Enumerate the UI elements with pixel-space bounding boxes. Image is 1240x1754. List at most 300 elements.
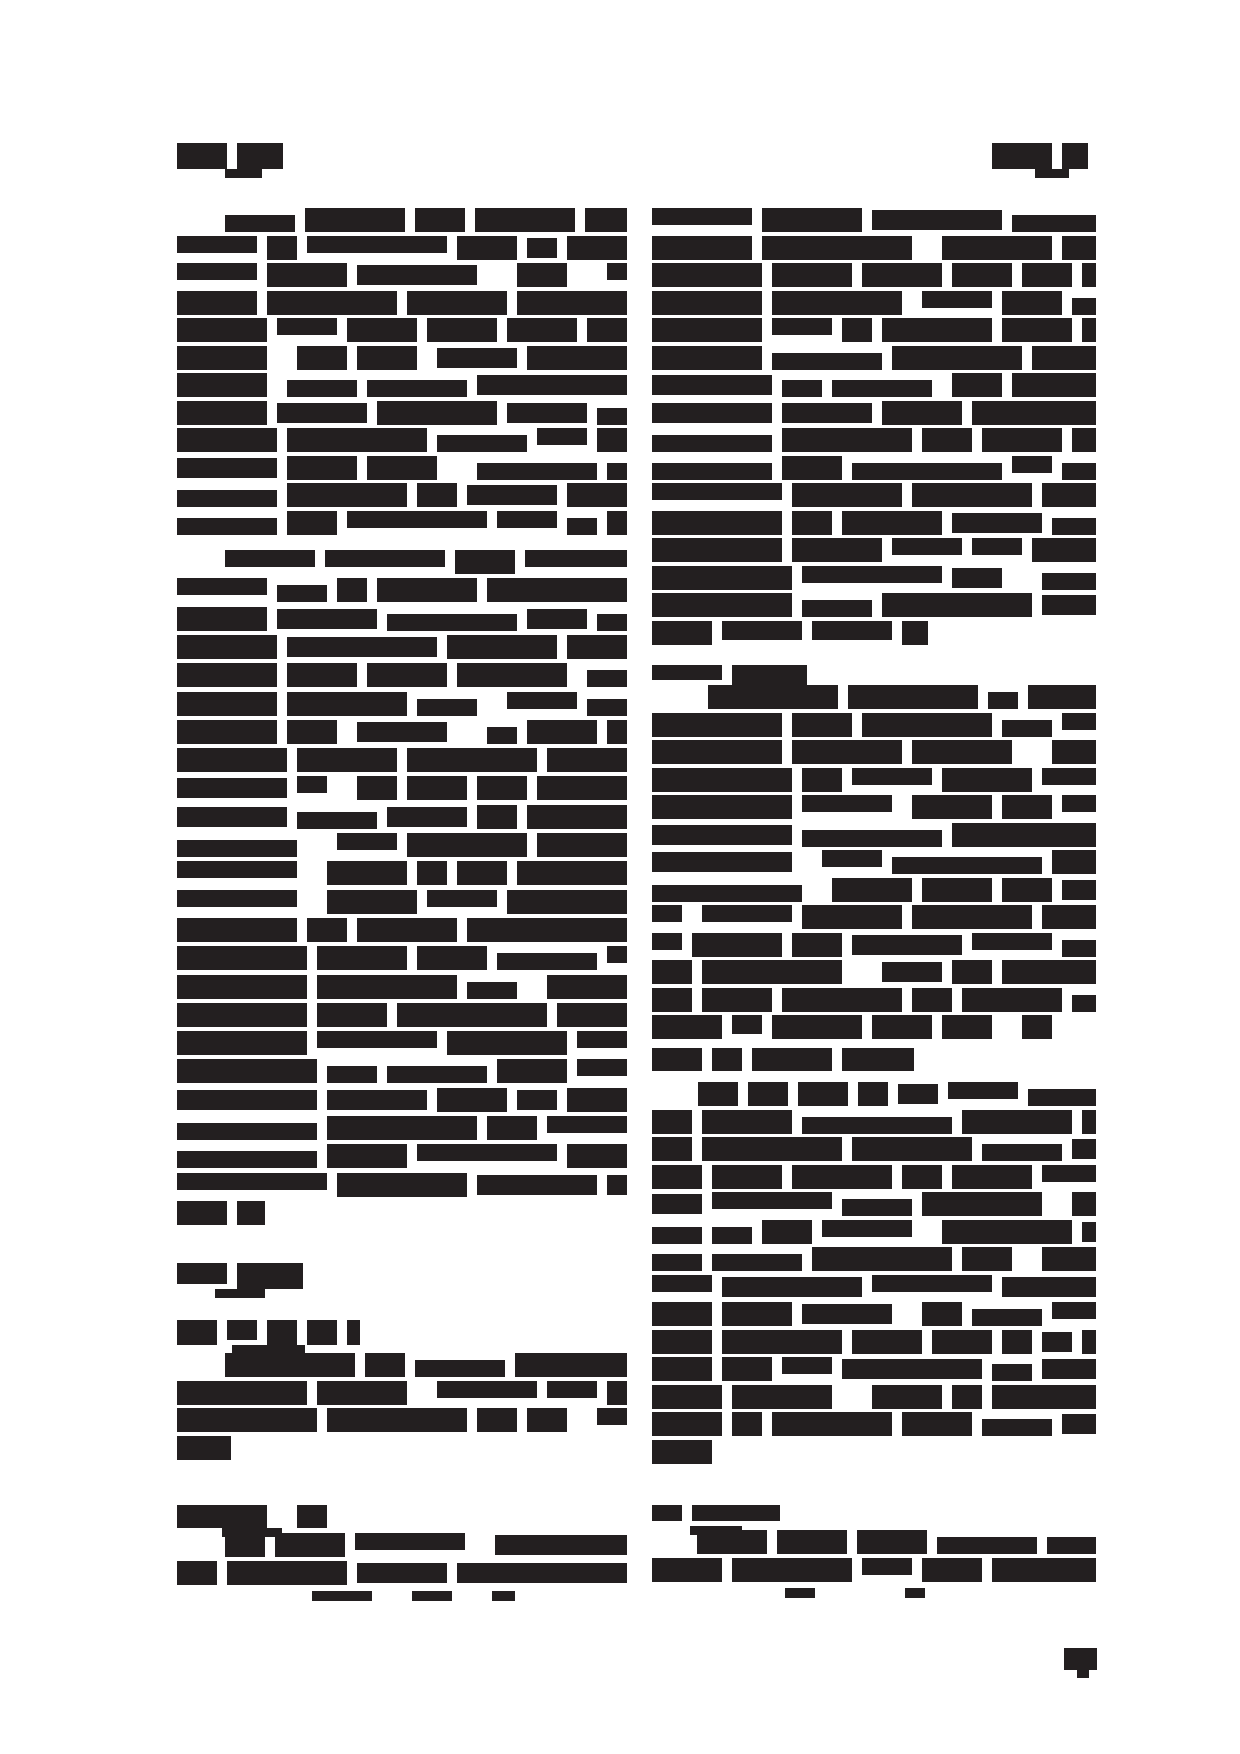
- ink-block: [902, 1165, 942, 1189]
- ink-block: [802, 905, 902, 929]
- ink-block: [952, 568, 1002, 588]
- ink-block: [982, 1144, 1062, 1161]
- ink-block: [732, 1385, 832, 1409]
- ink-block: [477, 1175, 597, 1195]
- ink-block: [507, 403, 587, 423]
- ink-block: [407, 291, 507, 315]
- ink-block: [1002, 291, 1062, 315]
- ink-block: [697, 1530, 767, 1554]
- redacted-text-line: [652, 346, 1096, 370]
- ink-block: [267, 291, 397, 315]
- ink-block: [652, 1302, 712, 1326]
- ink-block: [387, 614, 517, 631]
- ink-block: [972, 1309, 1042, 1326]
- redacted-text-line: [177, 291, 627, 315]
- ink-block: [317, 1003, 387, 1027]
- ink-block: [1042, 1359, 1096, 1379]
- ink-block: [607, 263, 627, 280]
- ink-block: [652, 1505, 682, 1521]
- redacted-text-line: [652, 795, 1096, 819]
- ink-block: [487, 1116, 537, 1140]
- ink-block: [567, 518, 597, 535]
- ink-block: [652, 795, 792, 819]
- ink-block: [712, 1254, 802, 1271]
- ink-block: [972, 933, 1052, 950]
- ink-block: [952, 513, 1042, 533]
- ink-block: [892, 538, 962, 555]
- ink-block: [652, 538, 782, 562]
- ink-block: [792, 740, 902, 764]
- redacted-text-line: [697, 1530, 1096, 1554]
- ink-block: [417, 483, 457, 507]
- ink-block: [507, 692, 577, 709]
- ink-block: [772, 1412, 892, 1436]
- redacted-text-line: [652, 850, 1096, 874]
- redacted-text-line: [177, 578, 627, 602]
- ink-block: [177, 607, 267, 631]
- ink-block: [782, 988, 902, 1012]
- ink-block: [317, 975, 457, 999]
- ink-block: [802, 566, 942, 583]
- ink-block: [585, 208, 627, 232]
- ink-block: [772, 353, 882, 370]
- ink-block: [652, 960, 692, 984]
- ink-block: [177, 1561, 217, 1585]
- ink-block: [327, 1066, 377, 1083]
- ink-block: [972, 401, 1096, 425]
- ink-block: [417, 946, 487, 970]
- ink-block: [477, 776, 527, 800]
- ink-block: [307, 236, 447, 253]
- ink-block: [607, 511, 627, 535]
- redacted-text-line: [652, 823, 1096, 847]
- ink-block: [702, 960, 842, 984]
- redacted-last-line: [652, 1440, 712, 1464]
- ink-block: [177, 1003, 307, 1027]
- ink-block: [652, 483, 782, 500]
- ink-block: [267, 263, 347, 287]
- ink-block: [702, 905, 792, 922]
- ink-block: [467, 982, 517, 999]
- ink-block: [1082, 318, 1096, 342]
- ink-block: [312, 1591, 372, 1601]
- ink-block: [177, 1031, 307, 1055]
- ink-block: [1042, 1332, 1072, 1352]
- ink-block: [842, 511, 942, 535]
- ink-block: [652, 1227, 702, 1244]
- redacted-text-line: [177, 663, 627, 687]
- redacted-heading-descender: [215, 1289, 265, 1298]
- ink-block: [537, 776, 627, 800]
- ink-block: [652, 463, 772, 480]
- redacted-text-line: [652, 713, 1096, 737]
- ink-block: [337, 833, 397, 850]
- ink-block: [802, 1117, 952, 1134]
- ink-block: [347, 318, 417, 342]
- redacted-text-line: [708, 685, 1096, 709]
- ink-block: [698, 1082, 738, 1106]
- ink-block: [782, 380, 822, 397]
- redacted-last-line: [652, 621, 928, 645]
- ink-block: [297, 346, 347, 370]
- redacted-text-line: [652, 236, 1096, 260]
- ink-block: [1062, 940, 1096, 957]
- ink-block: [455, 550, 515, 574]
- column-left: [177, 0, 627, 1754]
- ink-block: [497, 1059, 567, 1083]
- ink-block: [1072, 428, 1096, 452]
- ink-block: [437, 1381, 537, 1398]
- redacted-text-line: [652, 208, 1096, 232]
- ink-block: [337, 578, 367, 602]
- ink-block: [722, 1330, 842, 1354]
- redacted-text-line: [652, 1330, 1096, 1354]
- redacted-text-line: [652, 1385, 1096, 1409]
- ink-block: [652, 1110, 692, 1134]
- ink-block: [652, 566, 792, 590]
- redacted-text-line: [177, 692, 627, 716]
- ink-block: [227, 1320, 257, 1340]
- ink-block: [325, 550, 445, 567]
- ink-block: [407, 833, 527, 857]
- ink-block: [497, 953, 597, 970]
- ink-block: [527, 238, 557, 258]
- ink-block: [882, 593, 1032, 617]
- ink-block: [277, 609, 377, 629]
- ink-block: [587, 670, 627, 687]
- ink-block: [297, 1505, 327, 1528]
- ink-block: [772, 318, 832, 335]
- ink-block: [782, 456, 842, 480]
- ink-block: [782, 403, 872, 423]
- ink-block: [227, 1561, 347, 1585]
- ink-block: [1002, 1330, 1032, 1354]
- ink-block: [992, 1558, 1096, 1582]
- ink-block: [547, 1381, 597, 1398]
- ink-block: [1042, 483, 1096, 507]
- ink-block: [892, 857, 1042, 874]
- ink-block: [357, 346, 417, 370]
- ink-block: [792, 511, 832, 535]
- ink-block: [732, 665, 807, 685]
- ink-block: [792, 538, 882, 562]
- ink-block: [652, 593, 792, 617]
- ink-block: [215, 1289, 265, 1298]
- redacted-text-line: [177, 346, 627, 370]
- ink-block: [177, 346, 267, 370]
- page-number: [1064, 1648, 1097, 1680]
- redacted-text-line: [177, 263, 627, 287]
- ink-block: [277, 403, 367, 423]
- ink-block: [297, 748, 397, 772]
- ink-block: [952, 263, 1012, 287]
- ink-block: [177, 1151, 317, 1168]
- ink-block: [177, 1059, 317, 1083]
- ink-block: [1002, 1277, 1096, 1297]
- redacted-text-line: [652, 291, 1096, 315]
- ink-block: [912, 740, 1012, 764]
- redacted-text-line: [225, 1533, 627, 1557]
- ink-block: [597, 1408, 627, 1425]
- ink-block: [852, 935, 962, 955]
- ink-block: [652, 1412, 722, 1436]
- ink-block: [177, 692, 277, 716]
- ink-block: [357, 776, 397, 800]
- ink-block: [327, 1090, 427, 1110]
- ink-block: [1062, 236, 1096, 260]
- ink-block: [607, 720, 627, 744]
- ink-block: [467, 485, 557, 505]
- ink-block: [882, 318, 992, 342]
- ink-block: [177, 458, 277, 478]
- redacted-text-line: [177, 483, 627, 507]
- ink-block: [607, 463, 627, 480]
- ink-block: [415, 1360, 505, 1377]
- ink-block: [862, 1558, 912, 1575]
- ink-block: [652, 740, 782, 764]
- ink-block: [307, 918, 347, 942]
- redacted-text-line: [177, 401, 627, 425]
- ink-block: [1062, 463, 1096, 480]
- ink-block: [892, 346, 1022, 370]
- ink-block: [177, 720, 277, 744]
- ink-block: [912, 483, 1032, 507]
- redacted-text-line: [652, 878, 1096, 902]
- ink-block: [802, 830, 942, 847]
- redacted-text-line: [177, 1381, 627, 1405]
- ink-block: [952, 373, 1002, 397]
- ink-block: [902, 1412, 972, 1436]
- ink-block: [802, 1304, 892, 1324]
- ink-block: [785, 1588, 815, 1598]
- ink-block: [1042, 768, 1096, 785]
- redacted-text-line: [177, 373, 627, 397]
- ink-block: [812, 1247, 952, 1271]
- ink-block: [872, 1385, 942, 1409]
- ink-block: [275, 1533, 345, 1557]
- ink-block: [772, 291, 902, 315]
- ink-block: [577, 1031, 627, 1048]
- ink-block: [652, 1254, 702, 1271]
- ink-block: [1002, 318, 1072, 342]
- ink-block: [347, 511, 487, 528]
- ink-block: [607, 1381, 627, 1405]
- ink-block: [1052, 518, 1096, 535]
- ink-block: [1022, 263, 1072, 287]
- ink-block: [177, 1408, 317, 1432]
- ink-block: [177, 1320, 217, 1345]
- ink-block: [457, 1563, 627, 1583]
- ink-block: [912, 795, 992, 819]
- ink-block: [802, 768, 842, 792]
- redacted-text-line: [652, 1110, 1096, 1134]
- ink-block: [287, 663, 357, 687]
- ink-block: [177, 1263, 227, 1284]
- ink-block: [437, 435, 527, 452]
- ink-block: [872, 1275, 992, 1292]
- ink-block: [357, 1563, 447, 1583]
- ink-block: [652, 621, 712, 645]
- ink-block: [1052, 850, 1096, 874]
- ink-block: [762, 208, 862, 232]
- redacted-text-line: [652, 1247, 1096, 1271]
- redacted-text-line: [177, 456, 627, 480]
- redacted-heading: [177, 1263, 303, 1289]
- redacted-text-line: [177, 776, 627, 800]
- ink-block: [177, 1090, 317, 1110]
- ink-block: [708, 685, 838, 709]
- ink-block: [177, 890, 297, 907]
- ink-block: [607, 1175, 627, 1195]
- ink-block: [712, 1192, 832, 1209]
- redacted-text-line: [177, 635, 627, 659]
- redacted-text-line: [652, 1412, 1096, 1436]
- ink-block: [712, 1227, 752, 1244]
- ink-block: [1072, 1192, 1096, 1216]
- ink-block: [177, 946, 307, 970]
- ink-block: [1002, 795, 1052, 819]
- ink-block: [415, 208, 465, 232]
- ink-block: [527, 609, 587, 629]
- ink-block: [652, 1165, 702, 1189]
- ink-block: [962, 1110, 1072, 1134]
- ink-block: [597, 428, 627, 452]
- redacted-text-line: [652, 905, 1096, 929]
- ink-block: [842, 1199, 912, 1216]
- ink-block: [517, 291, 627, 315]
- ink-block: [712, 1165, 782, 1189]
- ink-block: [487, 727, 517, 744]
- ink-block: [507, 890, 627, 914]
- ink-block: [1077, 1670, 1089, 1678]
- ink-block: [702, 1137, 842, 1161]
- ink-block: [377, 401, 497, 425]
- ink-block: [1002, 878, 1052, 902]
- ink-block: [177, 263, 257, 280]
- redacted-text-line: [652, 263, 1096, 287]
- ink-block: [177, 807, 287, 827]
- ink-block: [177, 578, 267, 595]
- ink-block: [732, 1558, 852, 1582]
- ink-block: [525, 550, 627, 567]
- ink-block: [507, 318, 577, 342]
- ink-block: [1032, 538, 1096, 562]
- ink-block: [357, 722, 447, 742]
- ink-block: [477, 463, 597, 480]
- ink-block: [1028, 1089, 1096, 1106]
- ink-block: [792, 713, 852, 737]
- redacted-text-line: [225, 1353, 627, 1377]
- redacted-text-line: [177, 1116, 627, 1140]
- ink-block: [355, 1533, 465, 1550]
- ink-block: [177, 1123, 317, 1140]
- redacted-heading: [177, 1505, 327, 1528]
- ink-block: [225, 215, 295, 232]
- ink-block: [988, 692, 1018, 709]
- ink-block: [922, 1192, 1042, 1216]
- ink-block: [832, 380, 932, 397]
- ink-block: [722, 1277, 862, 1297]
- ink-block: [722, 621, 802, 640]
- ink-block: [1012, 373, 1096, 397]
- ink-block: [607, 946, 627, 963]
- ink-block: [225, 1533, 265, 1557]
- redacted-text-line: [177, 833, 627, 857]
- redacted-text-line: [177, 1561, 627, 1585]
- ink-block: [802, 600, 872, 617]
- ink-block: [872, 1015, 932, 1039]
- ink-block: [822, 1220, 912, 1237]
- ink-block: [798, 1082, 848, 1106]
- ink-block: [822, 850, 882, 867]
- ink-block: [492, 1591, 515, 1601]
- ink-block: [652, 933, 682, 950]
- redacted-heading: [652, 1505, 780, 1526]
- ink-block: [792, 483, 902, 507]
- ink-block: [652, 1048, 702, 1071]
- ink-block: [287, 428, 427, 452]
- redacted-text-line: [652, 933, 1096, 957]
- ink-block: [652, 375, 772, 395]
- ink-block: [862, 713, 992, 737]
- redacted-last-line: [652, 1015, 1052, 1039]
- ink-block: [858, 1082, 888, 1106]
- ink-block: [942, 768, 1032, 792]
- ink-block: [515, 1353, 627, 1377]
- redacted-text-line: [177, 748, 627, 772]
- ink-block: [942, 236, 1052, 260]
- ink-block: [1052, 1302, 1096, 1319]
- ink-block: [1042, 1165, 1096, 1182]
- ink-block: [427, 318, 497, 342]
- ink-block: [437, 348, 517, 368]
- ink-block: [457, 236, 517, 260]
- redacted-text-line: [652, 960, 1096, 984]
- ink-block: [177, 1173, 327, 1190]
- ink-block: [1062, 795, 1096, 812]
- ink-block: [652, 1137, 692, 1161]
- ink-block: [652, 511, 782, 535]
- ink-block: [922, 428, 972, 452]
- ink-block: [652, 905, 682, 922]
- ink-block: [832, 878, 912, 902]
- ink-block: [517, 861, 627, 885]
- redacted-text-line: [652, 428, 1096, 452]
- redacted-text-line: [177, 1031, 627, 1055]
- redacted-heading: [652, 1048, 914, 1071]
- redacted-text-line: [177, 318, 627, 342]
- ink-block: [802, 795, 892, 812]
- ink-block: [417, 861, 447, 885]
- ink-block: [317, 946, 407, 970]
- redacted-text-line: [177, 1408, 627, 1432]
- ink-block: [1082, 1222, 1096, 1242]
- ink-block: [1002, 720, 1052, 737]
- redacted-text-line: [652, 1558, 1096, 1582]
- redacted-text-line: [177, 720, 627, 744]
- ink-block: [652, 1385, 722, 1409]
- redacted-text-line: [177, 236, 627, 260]
- ink-block: [772, 1015, 862, 1039]
- ink-block: [467, 918, 627, 942]
- ink-block: [782, 428, 912, 452]
- redacted-text-line: [652, 593, 1096, 617]
- ink-block: [177, 918, 297, 942]
- ink-block: [992, 1364, 1032, 1381]
- ink-block: [387, 1066, 487, 1083]
- redacted-heading: [177, 1320, 360, 1345]
- ink-block: [652, 403, 772, 423]
